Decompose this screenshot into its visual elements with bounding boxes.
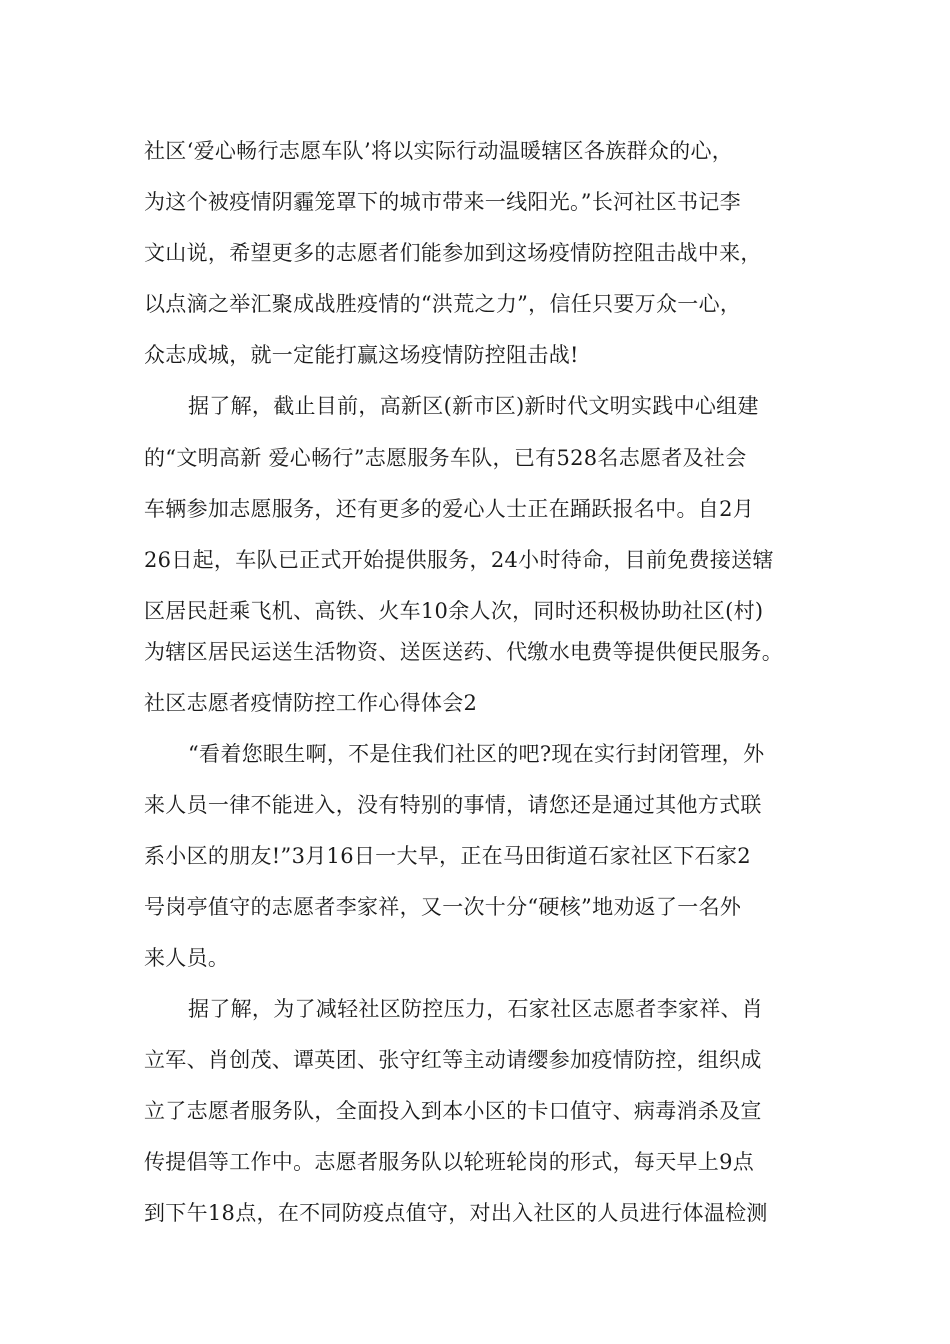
paragraph-line: 26日起，车队已正式开始提供服务，24小时待命，目前免费接送辖 [144,548,774,572]
paragraph-line: 为辖区居民运送生活物资、送医送药、代缴水电费等提供便民服务。 [144,640,783,664]
paragraph-line: 系小区的朋友!”3月16日一大早，正在马田街道石家社区下石家2 [144,844,751,868]
paragraph-line: 到下午18点，在不同防疫点值守，对出入社区的人员进行体温检测 [144,1201,768,1225]
section-heading: 社区志愿者疫情防控工作心得体会2 [144,691,478,715]
paragraph-line: 传提倡等工作中。志愿者服务队以轮班轮岗的形式，每天早上9点 [144,1150,755,1174]
paragraph-line: 区居民赶乘飞机、高铁、火车10余人次，同时还积极协助社区(村) [144,599,764,623]
paragraph-line: 据了解，为了减轻社区防控压力，石家社区志愿者李家祥、肖 [188,997,764,1021]
paragraph-line: 文山说，希望更多的志愿者们能参加到这场疫情防控阻击战中来， [144,241,762,265]
paragraph-line: 来人员一律不能进入，没有特别的事情，请您还是通过其他方式联 [144,793,762,817]
paragraph-line: 立军、肖创茂、谭英团、张守红等主动请缨参加疫情防控，组织成 [144,1048,762,1072]
paragraph-line: 立了志愿者服务队，全面投入到本小区的卡口值守、病毒消杀及宣 [144,1099,762,1123]
paragraph-line: 的“文明高新 爱心畅行”志愿服务车队，已有528名志愿者及社会 [144,446,747,470]
paragraph-line: 社区‘爱心畅行志愿车队’将以实际行动温暖辖区各族群众的心， [144,139,734,163]
paragraph-line: “看着您眼生啊，不是住我们社区的吧?现在实行封闭管理，外 [188,742,765,766]
paragraph-line: 号岗亭值守的志愿者李家祥，又一次十分“硬核”地劝返了一名外 [144,895,742,919]
paragraph-line: 以点滴之举汇聚成战胜疫情的“洪荒之力”，信任只要万众一心， [144,292,742,316]
paragraph-line: 来人员。 [144,946,230,970]
paragraph-line: 为这个被疫情阴霾笼罩下的城市带来一线阳光。”长河社区书记李 [144,190,741,214]
paragraph-line: 车辆参加志愿服务，还有更多的爱心人士正在踊跃报名中。自2月 [144,497,755,521]
paragraph-line: 众志成城，就一定能打赢这场疫情防控阻击战! [144,343,579,367]
paragraph-line: 据了解，截止目前，高新区(新市区)新时代文明实践中心组建 [188,394,759,418]
